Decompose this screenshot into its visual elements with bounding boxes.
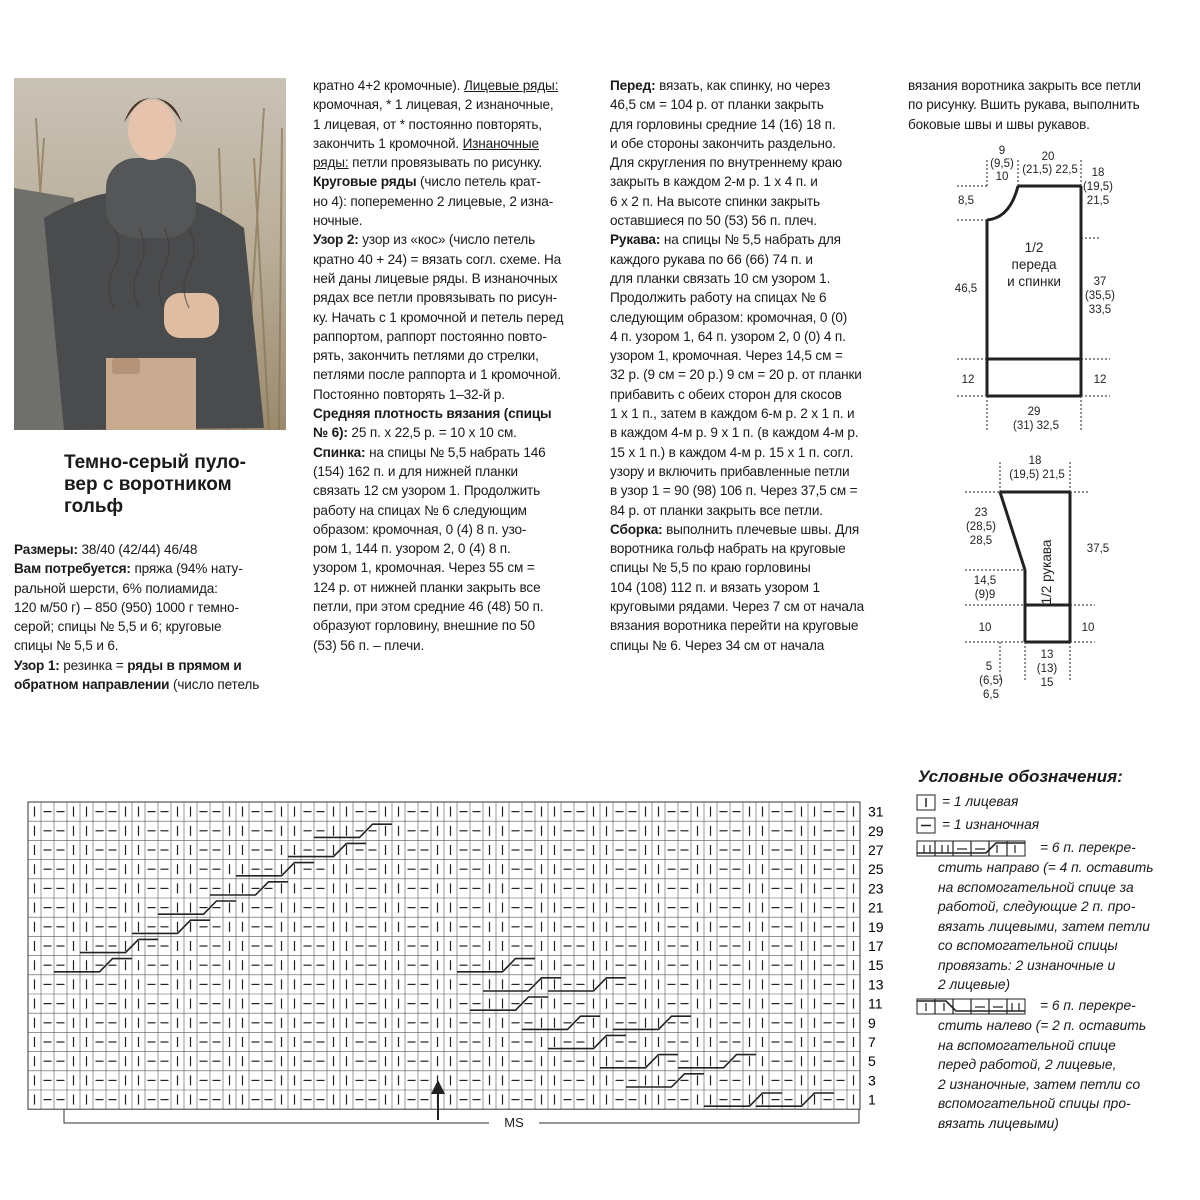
row-number: 3: [868, 1072, 876, 1089]
dim-band: 12: [1093, 374, 1107, 386]
title-line: Темно-серый пуло-: [64, 452, 246, 473]
body-label: и спинки: [1007, 274, 1061, 289]
sizes-label: Размеры:: [14, 542, 78, 557]
col4-line: боковые швы и швы рукавов.: [908, 116, 1090, 132]
row-number: 15: [868, 957, 884, 974]
dim-width: (31) 32,5: [1012, 420, 1060, 432]
col4-line: по рисунку. Вшить рукава, выполнить: [908, 97, 1140, 113]
col2-line: узор из «кос» (число петель: [358, 232, 536, 248]
title-line: гольф: [64, 496, 124, 517]
col3-line: 15 х 1 п.) в каждом 4-м р. 15 х 1 п. согл.: [610, 444, 854, 460]
sleeve-dim-top: (19,5) 21,5: [1009, 469, 1065, 481]
right-cross-symbol-icon: [916, 840, 1028, 858]
dim-height: 46,5: [954, 283, 978, 295]
col2-line: рядах все петли провязывать по рисун-: [313, 290, 557, 306]
column-1: [14, 540, 286, 694]
density-value: 25 п. х 22,5 р. = 10 х 10 см.: [347, 425, 517, 441]
purl-symbol-icon: [916, 817, 940, 835]
col2-line: петлями после раппорта и 1 кромочной.: [313, 367, 561, 383]
dim-armhole: 33,5: [1088, 304, 1112, 316]
col3-line: в каждом 4-м р. 9 х 1 п. (в каждом 4-м р.: [610, 425, 859, 441]
pattern2-label: Узор 2:: [313, 232, 359, 248]
legend-line: 2 изнаночные, затем петли со: [938, 1076, 1141, 1092]
materials-line: серой; спицы № 5,5 и 6; круговые: [14, 619, 222, 635]
dim-band: 12: [961, 374, 975, 386]
col3-line: воротника гольф набрать на круговые: [610, 541, 846, 557]
sleeve-dim-cuff: 6,5: [983, 689, 999, 701]
col3-line: оставшиеся по 50 (53) 56 п. плеч.: [610, 213, 817, 229]
legend-knit: = 1 лицевая: [942, 794, 1019, 809]
dim-neck-depth: 8,5: [958, 195, 974, 207]
density-label: № 6):: [313, 425, 348, 441]
dim-width: 29: [1027, 406, 1041, 418]
col2-line: раппортом, раппорт постоянно повто-: [313, 328, 547, 344]
legend-line: вязать лицевыми): [938, 1115, 1059, 1131]
legend-line: со вспомогательной спицы: [938, 938, 1118, 953]
legend-line: стить налево (= 2 п. оставить: [938, 1018, 1147, 1033]
sleeve-dim-slope: 28,5: [969, 535, 993, 547]
col2-line: образом: кромочная, 0 (4) 8 п. узо-: [313, 521, 527, 537]
row-number: 21: [868, 899, 884, 916]
col3-line: 84 р. от планки закрыть все петли.: [610, 502, 823, 518]
sleeve-label: 1/2 рукава: [1039, 539, 1054, 605]
legend-line: вязать лицевыми, затем петли: [938, 918, 1150, 934]
col3-line: закрыть в каждом 2-м р. 1 х 4 п. и: [610, 174, 818, 190]
materials-line: ральной шерсти, 6% полиамида:: [14, 580, 218, 596]
col2-line: работу на спицах № 6 следующим: [313, 502, 527, 518]
col3-line: узору и включить прибавленные петли: [610, 463, 850, 479]
row-number: 27: [868, 842, 884, 858]
model-photo: [14, 78, 286, 430]
row-number: 9: [868, 1014, 876, 1031]
col2-line: на спицы № 5,5 набрать 146: [365, 444, 546, 460]
knitting-chart: [24, 790, 904, 1140]
col3-line: узором 1, кромочная. Через 14,5 см =: [610, 348, 843, 364]
col3-line: для планки связать 10 см узором 1.: [610, 270, 831, 286]
col2-line: (154) 162 п. и для нижней планки: [313, 463, 518, 479]
col2-line: петли провязывать по рисунку.: [348, 155, 543, 171]
col2-line: (53) 56 п. – плечи.: [313, 637, 425, 653]
legend-title: Условные обозначения:: [918, 767, 1123, 786]
legend-left-cross: = 6 п. перекре-: [1040, 998, 1136, 1013]
col2-line: кратно 40 + 24) = вязать согл. схеме. На: [313, 251, 562, 267]
pattern1-label: Узор 1:: [14, 657, 60, 673]
dim-top-right: (21,5) 22,5: [1022, 164, 1078, 176]
col2-line: кромочная, * 1 лицевая, 2 изнаночные,: [313, 97, 554, 113]
circular-rows-label: Круговые ряды: [313, 174, 417, 190]
col2-line: 1 лицевая, от * постоянно повторять,: [313, 116, 542, 132]
sizes-value: 38/40 (42/44) 46/48: [77, 542, 198, 557]
chart-grid: [28, 802, 860, 1109]
materials-label: Вам потребуется:: [14, 561, 131, 577]
body-label: переда: [1011, 257, 1057, 272]
left-cross-symbol-icon: [916, 998, 1028, 1016]
col2-line: (число петель крат-: [416, 174, 541, 190]
col2-line: но 4): попеременно 2 лицевые, 2 изна-: [313, 193, 554, 209]
col3-line: на спицы № 5,5 набрать для: [660, 232, 841, 248]
back-label: Спинка:: [313, 444, 366, 460]
col3-line: каждого рукава по 66 (66) 74 п. и: [610, 251, 813, 267]
body-label: 1/2: [1024, 240, 1044, 255]
col2-line: связать 12 см узором 1. Продолжить: [313, 483, 541, 499]
col2-line: образуют горловину, внешние по 50: [313, 618, 535, 634]
legend-purl: = 1 изнаночная: [942, 817, 1040, 832]
legend-line: стить направо (= 4 п. оставить: [938, 860, 1154, 875]
sweater-model-image: [14, 78, 286, 430]
col3-line: круговыми рядами. Через 7 см от начала: [610, 599, 865, 615]
col3-line: вязать, как спинку, но через: [655, 78, 831, 93]
sleeve-dim-lower: 14,5: [973, 575, 997, 587]
dim-shoulder: 21,5: [1086, 195, 1110, 207]
materials-line: спицы № 5,5 и 6.: [14, 638, 119, 654]
col2-line: 124 р. от нижней планки закрыть все: [313, 579, 541, 595]
title-line: вер с воротником: [64, 474, 232, 495]
col3-line: 6 х 2 п. На высоте спинки закрыть: [610, 193, 820, 209]
sleeve-dim-bottom: 15: [1040, 677, 1054, 689]
pattern1-bold: обратном направлении: [14, 677, 170, 693]
col3-line: 32 р. (9 см = 20 р.) 9 см = 20 р. от планки: [610, 367, 862, 383]
col3-line: прибавить с обеих сторон для скосов: [610, 386, 842, 402]
ms-label: MS: [504, 1115, 524, 1130]
dim-top-right: 20: [1041, 151, 1055, 163]
row-number: 5: [868, 1053, 876, 1070]
col2-line: рять, закончить петлями до стрелки,: [313, 348, 539, 364]
assembly-label: Сборка:: [610, 521, 663, 537]
body-schematic: [940, 140, 1180, 440]
col2-line: закончить 1 кромочной.: [313, 135, 459, 151]
sleeve-dim-cuff: (6,5): [979, 675, 1003, 687]
col2-line: ней даны лицевые ряды. В изнаночных: [313, 270, 558, 286]
legend-line: работой, следующие 2 п. про-: [938, 899, 1136, 914]
column-2: [313, 76, 583, 655]
knit-rows-label: Лицевые ряды:: [463, 78, 559, 93]
legend-line: перед работой, 2 лицевые,: [938, 1057, 1117, 1072]
front-label: Перед:: [610, 78, 656, 93]
col2-line: кратно 4+2 кромочные).: [313, 78, 461, 93]
dim-top-left: (9,5): [990, 158, 1014, 170]
dim-shoulder: 18: [1091, 167, 1105, 179]
column-3: [610, 76, 881, 655]
col2-line: узором 1, кромочная. Через 55 см =: [313, 560, 535, 576]
dim-armhole: (35,5): [1084, 290, 1116, 302]
col2-line: ночные.: [313, 213, 363, 229]
density-label: Средняя плотность вязания (спицы: [313, 406, 552, 422]
sleeve-dim-slope: 23: [974, 507, 988, 519]
legend-line: вспомогательной спицы про-: [938, 1096, 1131, 1111]
repeat-bracket: [64, 1109, 859, 1130]
dim-shoulder: (19,5): [1082, 181, 1114, 193]
col3-line: выполнить плечевые швы. Для: [662, 521, 860, 537]
purl-rows-label: Изнаночные: [462, 135, 539, 151]
col3-line: следующим образом: кромочная, 0 (0): [610, 309, 848, 325]
col3-line: для горловины средние 14 (16) 18 п.: [610, 116, 836, 132]
row-number: 19: [868, 918, 884, 935]
sleeve-dim-bottom: 13: [1040, 649, 1054, 661]
col3-line: Продолжить работу на спицах № 6: [610, 290, 827, 306]
pattern1-bold: ряды в прямом и: [127, 657, 242, 673]
sleeve-label: Рукава:: [610, 232, 661, 248]
row-number: 1: [868, 1091, 876, 1108]
col2-line: ром 1, 144 п. узором 2, 0 (4) 8 п.: [313, 541, 511, 557]
materials-line: пряжа (94% нату-: [130, 561, 243, 577]
sleeve-dim-slope: (28,5): [965, 521, 997, 533]
materials-line: 120 м/50 г) – 850 (950) 1000 г темно-: [14, 599, 239, 615]
row-number: 25: [868, 861, 884, 878]
row-number: 11: [868, 995, 883, 1012]
sleeve-dim-bottom: (13): [1036, 663, 1058, 675]
row-number: 29: [868, 822, 884, 839]
dim-armhole: 37: [1093, 276, 1107, 288]
sleeve-dim-cuff: 5: [985, 661, 993, 673]
sleeve-dim-top: 18: [1028, 455, 1042, 467]
knit-symbol-icon: [916, 794, 940, 812]
col2-line: петли, при этом средние 46 (48) 50 п.: [313, 599, 544, 615]
row-numbers: [868, 804, 884, 1108]
legend-line: на вспомогательной спице за: [938, 879, 1134, 895]
legend-line: провязать: 2 изнаночные и: [938, 957, 1116, 973]
col2-line: Постоянно повторять 1–32-й р.: [313, 386, 505, 402]
col2-line: ку. Начать с 1 кромочной и петель перед: [313, 309, 564, 325]
sleeve-dim-band: 10: [1081, 622, 1095, 634]
legend-right-cross: = 6 п. перекре-: [1040, 840, 1136, 855]
purl-rows-label: ряды:: [313, 155, 349, 171]
legend-line: на вспомогательной спице: [938, 1037, 1116, 1053]
sleeve-dim-band: 10: [978, 622, 992, 634]
col3-line: Для скругления по внутреннему краю: [610, 155, 842, 171]
row-number: 17: [868, 938, 884, 954]
pattern1-text: резинка =: [59, 657, 128, 673]
sleeve-dim-height: 37,5: [1086, 543, 1110, 555]
sleeve-schematic: [955, 452, 1155, 702]
col3-line: вязания воротника перейти на круговые: [610, 618, 859, 634]
col3-line: 4 п. узором 1, 64 п. узором 2, 0 (0) 4 п.: [610, 328, 846, 344]
col3-line: и обе стороны закончить раздельно.: [610, 135, 836, 151]
row-number: 7: [868, 1034, 876, 1050]
legend-right-cross-text: [938, 858, 1178, 995]
neckline-curve: [987, 186, 1018, 220]
column-4: [908, 76, 1174, 134]
col3-line: спицы № 5,5 по краю горловины: [610, 560, 811, 576]
col3-line: 104 (108) 112 п. и вязать узором 1: [610, 579, 820, 595]
row-number: 13: [868, 976, 884, 993]
dim-top-left: 9: [998, 145, 1006, 157]
col4-line: вязания воротника закрыть все петли: [908, 78, 1141, 93]
col3-line: 46,5 см = 104 р. от планки закрыть: [610, 97, 824, 113]
col3-line: 1 х 1 п., затем в каждом 6-м р. 2 х 1 п. и: [610, 406, 855, 422]
col3-line: в узор 1 = 90 (98) 106 п. Через 37,5 см =: [610, 483, 858, 499]
legend-left-cross-text: [938, 1016, 1178, 1133]
row-number: 31: [868, 803, 884, 820]
col3-line: спицы № 6. Через 34 см от начала: [610, 637, 825, 653]
legend-line: 2 лицевые): [938, 977, 1011, 992]
dim-top-left: 10: [995, 171, 1009, 183]
row-number: 23: [868, 880, 884, 897]
pattern1-text: (число петель: [169, 677, 260, 693]
pattern-title: [64, 452, 304, 518]
sleeve-dim-lower: (9)9: [974, 589, 996, 601]
